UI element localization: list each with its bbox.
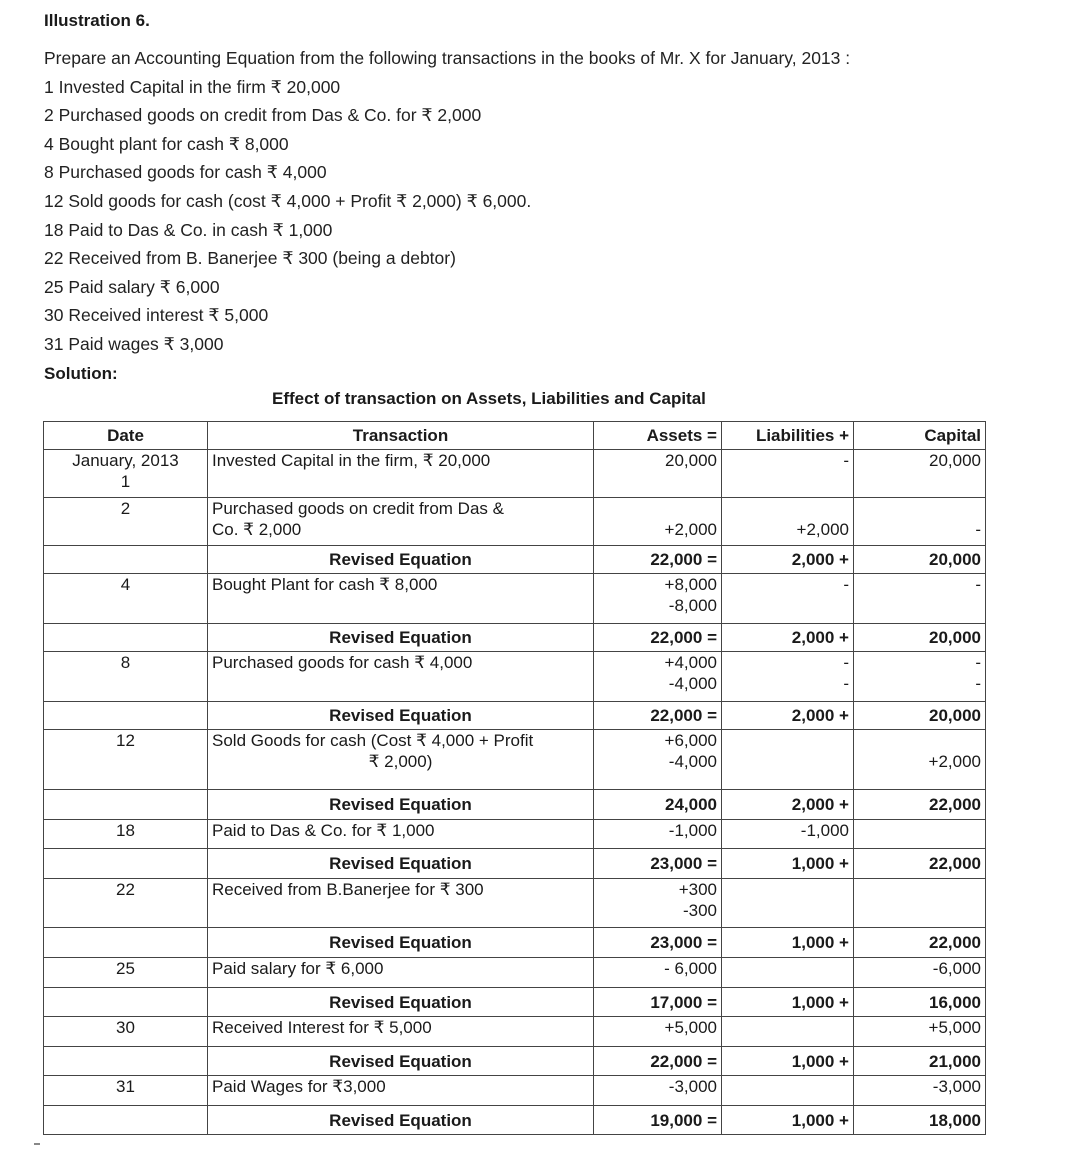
table-body — [44, 422, 986, 1135]
assets-cell — [594, 1017, 722, 1047]
capital-cell-line — [858, 879, 981, 900]
liabilities-cell-line: - — [843, 575, 849, 594]
transaction-row — [44, 958, 986, 988]
date-cell — [44, 546, 208, 574]
table-header-row — [44, 422, 986, 450]
liabilities-cell — [722, 928, 854, 958]
capital-cell-line — [858, 730, 981, 751]
assets-cell-line: - 6,000 — [664, 959, 717, 978]
transaction-cell-line: Received from B.Banerjee for ₹ 300 — [212, 880, 484, 899]
revised-equation-row — [44, 988, 986, 1017]
liabilities-cell — [722, 1017, 854, 1047]
assets-cell — [594, 988, 722, 1017]
capital-cell — [854, 1106, 986, 1135]
assets-cell — [594, 958, 722, 988]
date-cell-line: 25 — [116, 959, 135, 978]
capital-cell — [854, 652, 986, 702]
capital-cell-line — [858, 498, 981, 519]
date-cell-line — [48, 794, 203, 815]
revised-equation-row — [44, 546, 986, 574]
header-liabilities: Liabilities + — [722, 422, 854, 450]
date-cell — [44, 820, 208, 849]
problem-line: 4 Bought plant for cash ₹ 8,000 — [44, 133, 289, 154]
liabilities-cell — [722, 624, 854, 652]
assets-cell — [594, 624, 722, 652]
transaction-cell — [208, 988, 594, 1017]
illustration-title: Illustration 6. — [44, 11, 150, 30]
date-cell — [44, 624, 208, 652]
liabilities-cell-line — [726, 498, 849, 519]
transaction-cell-line: Revised Equation — [329, 1110, 472, 1130]
capital-cell-line: 20,000 — [929, 628, 981, 647]
liabilities-cell-line — [726, 879, 849, 900]
transaction-cell-line: ₹ 2,000) — [368, 752, 433, 771]
assets-cell-line: -8,000 — [668, 596, 717, 615]
liabilities-cell — [722, 652, 854, 702]
capital-cell-line: 21,000 — [929, 1051, 981, 1071]
assets-cell-line: 22,000 = — [650, 706, 717, 725]
assets-cell-line: +4,000 — [664, 653, 717, 672]
liabilities-cell — [722, 849, 854, 879]
date-cell — [44, 730, 208, 790]
transaction-cell-line: Co. ₹ 2,000 — [212, 520, 302, 539]
transaction-cell — [208, 1076, 594, 1106]
date-cell-line: 18 — [116, 821, 135, 840]
assets-cell — [594, 849, 722, 879]
capital-cell-line: +2,000 — [928, 752, 981, 771]
transaction-cell-line: Revised Equation — [329, 933, 472, 952]
transaction-cell — [208, 624, 594, 652]
assets-cell-line: 23,000 = — [650, 933, 717, 952]
assets-cell-line: 24,000 — [665, 795, 717, 814]
liabilities-cell-line: 1,000 + — [791, 933, 849, 952]
assets-cell — [594, 730, 722, 790]
liabilities-cell-line: 2,000 + — [791, 795, 849, 814]
date-cell-line: January, 2013 — [72, 451, 179, 470]
transaction-cell-line: Bought Plant for cash ₹ 8,000 — [212, 575, 438, 594]
capital-cell-line: -6,000 — [932, 959, 981, 978]
table-title: Effect of transaction on Assets, Liabilities and Capital — [272, 389, 706, 408]
liabilities-cell — [722, 450, 854, 498]
transaction-cell-line: Revised Equation — [329, 992, 472, 1012]
date-cell — [44, 1076, 208, 1106]
capital-cell-line: 22,000 — [929, 854, 981, 873]
transaction-cell-line: Revised Equation — [329, 1051, 472, 1071]
capital-cell — [854, 849, 986, 879]
capital-cell-line: 18,000 — [929, 1110, 981, 1130]
assets-cell-line: +2,000 — [664, 520, 717, 539]
assets-cell — [594, 450, 722, 498]
date-cell — [44, 1047, 208, 1076]
transaction-cell — [208, 790, 594, 820]
date-cell — [44, 1017, 208, 1047]
assets-cell — [594, 928, 722, 958]
liabilities-cell-line: 2,000 + — [791, 706, 849, 725]
date-cell — [44, 879, 208, 928]
revised-equation-row — [44, 624, 986, 652]
transaction-cell-line: Invested Capital in the firm, ₹ 20,000 — [212, 451, 491, 470]
assets-cell-line: 19,000 = — [650, 1110, 717, 1130]
assets-cell — [594, 820, 722, 849]
problem-line: 25 Paid salary ₹ 6,000 — [44, 276, 220, 297]
capital-cell — [854, 879, 986, 928]
capital-cell-line: - — [975, 520, 981, 539]
date-cell-line — [48, 705, 203, 726]
date-cell — [44, 574, 208, 624]
transaction-cell-line: Paid salary for ₹ 6,000 — [212, 959, 384, 978]
capital-cell — [854, 958, 986, 988]
date-cell-line — [48, 992, 203, 1013]
assets-cell — [594, 879, 722, 928]
date-cell-line: 31 — [116, 1077, 135, 1096]
transaction-cell — [208, 450, 594, 498]
date-cell — [44, 702, 208, 730]
liabilities-cell — [722, 498, 854, 546]
assets-cell-line: 23,000 = — [650, 854, 717, 873]
assets-cell-line: 20,000 — [665, 451, 717, 470]
liabilities-cell-line: 1,000 + — [791, 854, 849, 873]
problem-line: 8 Purchased goods for cash ₹ 4,000 — [44, 162, 327, 183]
assets-cell-line: -3,000 — [668, 1077, 717, 1096]
assets-cell-line: +8,000 — [664, 575, 717, 594]
transaction-cell — [208, 498, 594, 546]
transaction-cell — [208, 702, 594, 730]
assets-cell — [594, 498, 722, 546]
capital-cell-line: - — [975, 575, 981, 594]
date-cell-line: 4 — [120, 575, 131, 594]
assets-cell-line: 22,000 = — [650, 550, 717, 569]
date-cell-line — [48, 549, 203, 570]
liabilities-cell — [722, 1106, 854, 1135]
date-cell-line: 1 — [120, 472, 131, 491]
assets-cell-line: -300 — [682, 901, 717, 920]
transaction-row — [44, 820, 986, 849]
transaction-cell-line: Revised Equation — [329, 550, 472, 569]
problem-line: 18 Paid to Das & Co. in cash ₹ 1,000 — [44, 219, 333, 240]
capital-cell — [854, 790, 986, 820]
transaction-cell-line: Purchased goods for cash ₹ 4,000 — [212, 653, 473, 672]
capital-cell-line: 20,000 — [929, 451, 981, 470]
margin-mark — [34, 1143, 40, 1145]
capital-cell — [854, 702, 986, 730]
liabilities-cell — [722, 820, 854, 849]
capital-cell-line — [858, 820, 981, 841]
assets-cell-line: 17,000 = — [650, 992, 717, 1012]
assets-cell — [594, 790, 722, 820]
transaction-cell — [208, 849, 594, 879]
liabilities-cell-line — [726, 958, 849, 979]
date-cell — [44, 652, 208, 702]
liabilities-cell — [722, 958, 854, 988]
problem-line: 1 Invested Capital in the firm ₹ 20,000 — [44, 76, 341, 97]
transaction-row — [44, 450, 986, 498]
date-cell — [44, 988, 208, 1017]
assets-cell — [594, 652, 722, 702]
assets-cell-line: +6,000 — [664, 731, 717, 750]
capital-cell — [854, 988, 986, 1017]
assets-cell-line: 22,000 = — [650, 628, 717, 647]
liabilities-cell — [722, 730, 854, 790]
assets-cell-line — [598, 498, 717, 519]
transaction-row — [44, 879, 986, 928]
transaction-cell — [208, 652, 594, 702]
assets-cell-line: +300 — [678, 880, 717, 899]
assets-cell — [594, 1106, 722, 1135]
assets-cell-line: -4,000 — [668, 674, 717, 693]
transaction-cell-line: Received Interest for ₹ 5,000 — [212, 1018, 432, 1037]
capital-cell — [854, 820, 986, 849]
date-cell-line: 2 — [120, 499, 131, 518]
revised-equation-row — [44, 1047, 986, 1076]
header-date: Date — [44, 422, 208, 450]
assets-cell — [594, 574, 722, 624]
liabilities-cell-line: -1,000 — [800, 821, 849, 840]
date-cell-line: 30 — [116, 1018, 135, 1037]
transaction-cell-line: Sold Goods for cash (Cost ₹ 4,000 + Profit — [212, 731, 534, 750]
header-transaction: Transaction — [208, 422, 594, 450]
capital-cell-line: 20,000 — [929, 550, 981, 569]
problem-statement — [44, 44, 850, 359]
capital-cell-line: - — [975, 653, 981, 672]
capital-cell — [854, 624, 986, 652]
capital-cell-line: 22,000 — [929, 933, 981, 952]
transaction-cell — [208, 730, 594, 790]
capital-cell-line: 22,000 — [929, 795, 981, 814]
liabilities-cell-line: - — [843, 653, 849, 672]
transaction-row — [44, 1017, 986, 1047]
transaction-cell-line: Revised Equation — [329, 706, 472, 725]
liabilities-cell-line: +2,000 — [796, 520, 849, 539]
capital-cell — [854, 928, 986, 958]
capital-cell-line: - — [975, 674, 981, 693]
capital-cell — [854, 546, 986, 574]
capital-cell — [854, 1076, 986, 1106]
transaction-row — [44, 652, 986, 702]
liabilities-cell — [722, 574, 854, 624]
transaction-cell-line: Revised Equation — [329, 628, 472, 647]
transaction-row — [44, 1076, 986, 1106]
capital-cell-line: 20,000 — [929, 706, 981, 725]
assets-cell — [594, 546, 722, 574]
date-cell-line — [48, 1110, 203, 1131]
liabilities-cell-line: - — [843, 674, 849, 693]
assets-cell-line: -4,000 — [668, 752, 717, 771]
transaction-cell-line: Paid Wages for ₹3,000 — [212, 1077, 386, 1096]
transaction-row — [44, 498, 986, 546]
date-cell — [44, 928, 208, 958]
transaction-cell — [208, 820, 594, 849]
liabilities-cell — [722, 879, 854, 928]
capital-cell-line: +5,000 — [928, 1018, 981, 1037]
problem-line: 31 Paid wages ₹ 3,000 — [44, 333, 224, 354]
transaction-cell-line: Revised Equation — [329, 854, 472, 873]
revised-equation-row — [44, 1106, 986, 1135]
capital-cell — [854, 730, 986, 790]
capital-cell-line: 16,000 — [929, 992, 981, 1012]
date-cell — [44, 1106, 208, 1135]
revised-equation-row — [44, 702, 986, 730]
transaction-cell — [208, 574, 594, 624]
assets-cell-line: +5,000 — [664, 1018, 717, 1037]
problem-line: 12 Sold goods for cash (cost ₹ 4,000 + Profit ₹ 2,000) ₹ 6,000. — [44, 190, 532, 211]
liabilities-cell-line — [726, 1017, 849, 1038]
transaction-cell — [208, 1017, 594, 1047]
transaction-cell — [208, 928, 594, 958]
transaction-cell — [208, 546, 594, 574]
date-cell-line — [48, 1051, 203, 1072]
transaction-row — [44, 574, 986, 624]
assets-cell-line: 22,000 = — [650, 1051, 717, 1071]
capital-cell — [854, 1017, 986, 1047]
assets-cell — [594, 1076, 722, 1106]
transaction-row — [44, 730, 986, 790]
transaction-cell-line: Revised Equation — [329, 795, 472, 814]
date-cell-line: 22 — [116, 880, 135, 899]
liabilities-cell-line — [726, 1076, 849, 1097]
date-cell-line — [48, 627, 203, 648]
transaction-cell — [208, 1106, 594, 1135]
liabilities-cell-line: 2,000 + — [791, 550, 849, 569]
liabilities-cell-line — [726, 730, 849, 751]
liabilities-cell — [722, 1076, 854, 1106]
capital-cell — [854, 450, 986, 498]
problem-line: Prepare an Accounting Equation from the following transactions in the books of Mr. X for January, 2013 : — [44, 48, 851, 68]
revised-equation-row — [44, 790, 986, 820]
assets-cell — [594, 702, 722, 730]
header-assets: Assets = — [594, 422, 722, 450]
transaction-cell — [208, 879, 594, 928]
assets-cell-line: -1,000 — [668, 821, 717, 840]
liabilities-cell-line: - — [843, 451, 849, 470]
date-cell-line — [48, 853, 203, 874]
header-capital: Capital — [854, 422, 986, 450]
date-cell-line: 12 — [116, 731, 135, 750]
liabilities-cell-line: 1,000 + — [791, 992, 849, 1012]
liabilities-cell — [722, 988, 854, 1017]
date-cell — [44, 450, 208, 498]
liabilities-cell-line: 2,000 + — [791, 628, 849, 647]
capital-cell — [854, 498, 986, 546]
accounting-equation-table — [43, 421, 986, 1135]
liabilities-cell-line: 1,000 + — [791, 1110, 849, 1130]
transaction-cell — [208, 958, 594, 988]
transaction-cell-line: Purchased goods on credit from Das & — [212, 499, 504, 518]
capital-cell — [854, 1047, 986, 1076]
liabilities-cell — [722, 790, 854, 820]
problem-line: 22 Received from B. Banerjee ₹ 300 (being a debtor) — [44, 248, 456, 269]
liabilities-cell-line: 1,000 + — [791, 1051, 849, 1071]
transaction-cell-line: Paid to Das & Co. for ₹ 1,000 — [212, 821, 435, 840]
transaction-cell — [208, 1047, 594, 1076]
date-cell — [44, 498, 208, 546]
problem-line: 2 Purchased goods on credit from Das & Co. for ₹ 2,000 — [44, 105, 482, 126]
assets-cell — [594, 1047, 722, 1076]
liabilities-cell — [722, 546, 854, 574]
date-cell — [44, 958, 208, 988]
date-cell — [44, 849, 208, 879]
problem-line: 30 Received interest ₹ 5,000 — [44, 305, 269, 326]
date-cell — [44, 790, 208, 820]
solution-title: Solution: — [44, 364, 118, 383]
revised-equation-row — [44, 849, 986, 879]
liabilities-cell — [722, 702, 854, 730]
capital-cell — [854, 574, 986, 624]
revised-equation-row — [44, 928, 986, 958]
capital-cell-line: -3,000 — [932, 1077, 981, 1096]
liabilities-cell — [722, 1047, 854, 1076]
date-cell-line — [48, 932, 203, 953]
date-cell-line: 8 — [120, 653, 131, 672]
